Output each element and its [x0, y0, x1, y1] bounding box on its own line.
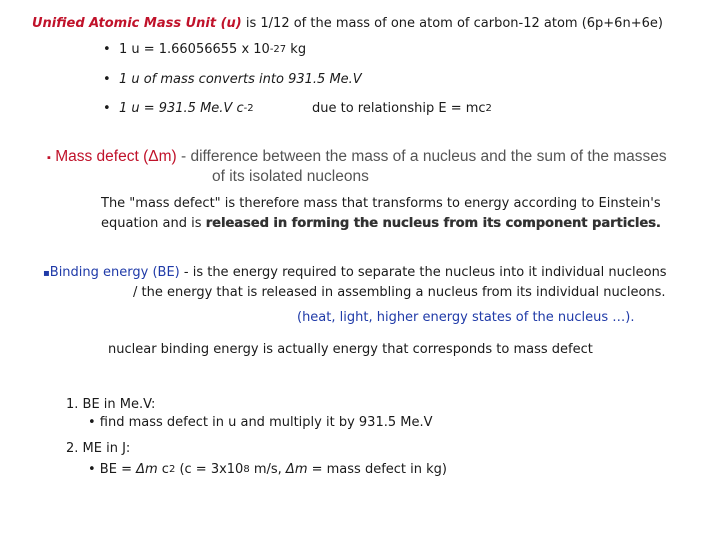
bullet-3-note	[312, 101, 492, 116]
bullet-1-exponent: -27	[269, 44, 287, 55]
be-prefix: • BE =	[88, 462, 137, 477]
mass-defect-para-1	[101, 196, 661, 211]
para-emphasis: released in forming the nucleus from its component particles.	[205, 216, 661, 231]
bullet-3-text: 1 u = 931.5 Me.V c	[118, 101, 244, 116]
c-unit: m/s,	[249, 462, 286, 477]
uamu-title: Unified Atomic Mass Unit (u)	[32, 16, 242, 31]
mass-defect-line-1	[47, 148, 667, 166]
relationship-exponent: 2	[485, 103, 492, 114]
binding-energy-line-1	[43, 265, 667, 280]
c-exponent: 2	[168, 464, 176, 475]
step-1-title-text: 1. BE in Me.V:	[66, 397, 156, 412]
nuclear-note	[108, 342, 593, 357]
bullet-1-unit: kg	[286, 42, 307, 57]
bullet-marker: •	[103, 42, 111, 57]
step-2-item	[88, 462, 447, 477]
delta-m-2: Δm	[285, 462, 308, 477]
mass-defect-para-2	[101, 216, 661, 231]
delta-m: Δm	[136, 462, 158, 477]
examples-text: (heat, light, higher energy states of the nucleus …).	[297, 310, 635, 325]
para-line-2: equation and is	[101, 216, 206, 231]
bullet-marker: •	[103, 72, 111, 87]
binding-energy-label: Binding energy (BE)	[49, 265, 180, 280]
bullet-3	[103, 101, 254, 116]
mass-defect-kg: = mass defect in kg)	[307, 462, 447, 477]
step-2-title-text: 2. ME in J:	[66, 441, 131, 456]
header-line	[32, 16, 663, 31]
square-bullet-icon: ▪	[43, 268, 50, 279]
bullet-3-exponent: -2	[243, 103, 254, 114]
c-symbol: c	[157, 462, 169, 477]
bullet-marker: •	[103, 101, 111, 116]
binding-energy-line-2	[133, 285, 666, 300]
binding-energy-definition: - is the energy required to separate the nucleus into it individual nucleons	[179, 265, 667, 280]
step-2-title	[66, 441, 130, 456]
bullet-2-text: 1 u of mass converts into 931.5 Me.V	[118, 72, 362, 87]
uamu-definition: is 1/12 of the mass of one atom of carbon-12 atom (6p+6n+6e)	[245, 16, 663, 31]
square-bullet-icon: ▪	[47, 152, 51, 164]
bullet-1-text: 1 u = 1.66056655 x 10	[118, 42, 270, 57]
relationship-text: due to relationship E = mc	[312, 101, 486, 116]
c-value-exponent: 8	[243, 464, 250, 475]
binding-energy-examples	[297, 310, 635, 325]
para-line-1: The "mass defect" is therefore mass that transforms to energy according to Einstein's	[101, 196, 661, 211]
step-1-title	[66, 397, 155, 412]
nuclear-note-text: nuclear binding energy is actually energy that corresponds to mass defect	[108, 342, 593, 357]
step-1-item	[88, 415, 433, 430]
mass-defect-definition-cont: of its isolated nucleons	[212, 168, 369, 185]
binding-energy-definition-cont: / the energy that is released in assembling a nucleus from its individual nucleons.	[133, 285, 666, 300]
mass-defect-line-2	[212, 168, 369, 186]
bullet-2	[103, 72, 362, 87]
mass-defect-definition: - difference between the mass of a nucleus and the sum of the masses	[176, 148, 667, 165]
mass-defect-label: Mass defect (Δm)	[55, 148, 177, 165]
step-1-item-text: • find mass defect in u and multiply it by 931.5 Me.V	[88, 415, 433, 430]
bullet-1	[103, 42, 306, 57]
c-value: (c = 3x10	[175, 462, 244, 477]
